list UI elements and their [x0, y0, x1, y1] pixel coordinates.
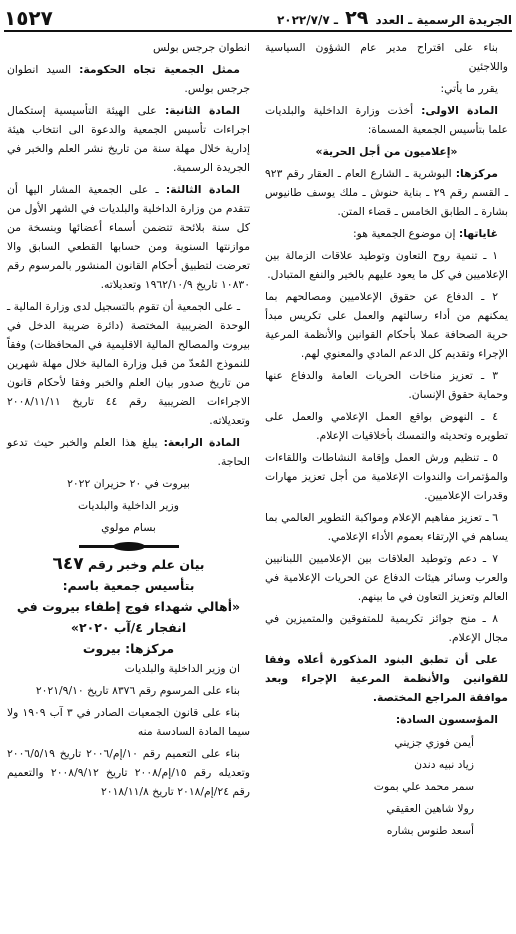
article-3: [7, 180, 250, 294]
gazette-header-title: [277, 7, 512, 29]
founders-label: المؤسسون السادة:: [395, 713, 498, 726]
representative-label: ممثل الجمعية تجاه الحكومة:: [79, 63, 240, 76]
left-column: [7, 38, 250, 804]
paragraph-decides: يقرر ما يأتي:: [440, 82, 498, 95]
goal-item: ٨ ـ منح جوائز تكريمية للمتفوقين والمتميزين في مجال الإعلام.: [265, 612, 508, 644]
goals-heading: [265, 224, 508, 243]
article-4: [7, 433, 250, 471]
headquarters-text: البوشرية ـ الشارع العام ـ العقار رقم ٩٢٣ ـ القسم رقم ٢٩ ـ بناية حنوش ـ ملك يوسف طانيوس بشارة ـ الطابق الخامس ـ قضاء المتن.: [265, 167, 508, 218]
notice-headquarters: مركزها: بيروت: [82, 641, 175, 656]
section-divider: [79, 545, 179, 548]
article-1-text: أخذت وزارة الداخلية والبلديات علما بتأسيس الجمعية المسماة:: [265, 104, 508, 136]
goals-label: غاياتها:: [458, 227, 498, 240]
founder-name: زياد نبيه دندن: [414, 758, 474, 771]
founder-name: أسعد طنوس بشاره: [386, 824, 474, 837]
notice-association-name: «أهالي شهداء فوج إطفاء بيروت في انفجار ٤/آب ٢٠٢٠»: [16, 599, 241, 635]
page-number: ١٥٢٧: [4, 6, 53, 30]
article-3-label: المادة الثالثة:: [165, 183, 240, 196]
government-representative: [7, 60, 250, 98]
paragraph-proposal: بناء على اقتراح مدير عام الشؤون السياسية واللاجئين: [265, 41, 508, 73]
goal-item: ٣ ـ تعزيز مناخات الحريات العامة والدفاع عنها وحماية حقوق الإنسان.: [265, 369, 508, 401]
notice-paragraph: بناء على التعميم رقم ١٠/إم/٢٠٠٦ تاريخ ٢٠٠٦/٥/١٩ وتعديله رقم ١٥/إم/٢٠٠٨ تاريخ ٢٠٠٨/٩/١٢ والتعميم رقم ٢٤/إم/٢٠١٨ تاريخ ٢٠١٨/١١/٨: [7, 747, 250, 798]
article-1: [265, 101, 508, 139]
notice-title-text: بيان علم وخبر رقم: [88, 557, 205, 572]
article-1-label: المادة الاولى:: [421, 104, 498, 117]
issue-date: ـ ٢٠٢٢/٧/٧: [276, 13, 338, 27]
goal-item: ٧ ـ دعم وتوطيد العلاقات بين الإعلاميين اللبنانيين والعرب وسائر هيئات الدفاع عن الحريات الإعلامية في العالم وتعزيز التعاون في ما بينهم.: [265, 552, 508, 603]
gazette-title: الجريدة الرسمية ـ العدد: [375, 13, 512, 27]
goal-item: ٦ ـ تعزيز مفاهيم الإعلام ومواكبة التطوير العالمي بما يساهم في الإرتقاء بعموم الأداء الإعلامي.: [265, 511, 508, 543]
headquarters-label: مركزها:: [455, 167, 498, 180]
goal-item: ١ ـ تنمية روح التعاون وتوطيد علاقات الزمالة بين الإعلاميين في كل ما يعود عليهم بالخير والنفع المتبادل.: [265, 249, 508, 281]
notice-title: [7, 554, 250, 575]
founders-list: [265, 732, 508, 842]
headquarters: [265, 164, 508, 221]
article-4-text: يبلغ هذا العلم والخبر حيث تدعو الحاجة.: [7, 436, 250, 468]
goal-item: ٥ ـ تنظيم ورش العمل وإقامة النشاطات واللقاءات والمؤتمرات والندوات الإعلامية من أجل تعزيز مهارات وقدرات الإعلاميين.: [265, 451, 508, 502]
article-3-text: ـ على الجمعية المشار اليها أن تتقدم من وزارة الداخلية والبلديات في الشهر الأول من كل سنة بلائحة تتضمن أسماء أعضائها وبنسخة من موازنتها السنوية ومن حسابها القطعي السابق والا تعرضت لتطبيق أحكام القانون المنشور بالمرسوم رقم ١٠٨٣٠ تاريخ ١٩٦٢/١٠/٩ وتعديلاته.: [7, 183, 250, 291]
article-3-tax: ـ على الجمعية أن تقوم بالتسجيل لدى وزارة المالية ـ الوحدة الضريبية المختصة (دائرة ضريبة الدخل في بيروت والمصالح المالية الاقليمية في المحافظات) وفقاً للنموذج المُعدّ من قبل وزارة المالية خلال مهلة شهرين من تاريخ صدور بيان العلم والخبر وفقا لأحكام قانون الاجراءات الضريبية رقم ٤٤ تاريخ ٢٠٠٨/١١/١١ وتعديلاته.: [7, 300, 250, 427]
notice-paragraph: بناء على قانون الجمعيات الصادر في ٣ آب ١٩٠٩ ولا سيما المادة السادسة منه: [7, 706, 250, 738]
signature-date: بيروت في ٢٠ حزيران ٢٠٢٢: [67, 477, 190, 490]
notice-paragraph: ان وزير الداخلية والبلديات: [124, 662, 240, 675]
minister-title: وزير الداخلية والبلديات: [78, 499, 179, 512]
founder-name: سمر محمد علي بموت: [373, 780, 474, 793]
conditions-paragraph: على أن تطبق البنود المذكورة أعلاه وفقا للقوانين والأنظمة المرعية الإجراء وبعد موافقة المراجع المختصة.: [265, 653, 508, 704]
notice-subtitle: بتأسيس جمعية باسم:: [62, 578, 195, 593]
notice-number: ٦٤٧: [52, 554, 84, 574]
association-name: «إعلاميون من أجل الحرية»: [315, 145, 458, 158]
issue-number: ٢٩: [345, 7, 369, 29]
representative-name-continued: انطوان جرجس بولس: [153, 41, 250, 54]
founder-name: رولا شاهين العقيقي: [386, 802, 474, 815]
goals-intro: إن موضوع الجمعية هو:: [353, 227, 456, 240]
goal-item: ٤ ـ النهوض بواقع العمل الإعلامي والعمل على تطويره وتحديثه والتمسك بأخلاقيات الإعلام.: [265, 410, 508, 442]
representative-text: السيد انطوان جرجس بولس.: [7, 63, 250, 95]
article-4-label: المادة الرابعة:: [163, 436, 240, 449]
notice-paragraph: بناء على المرسوم رقم ٨٣٧٦ تاريخ ٢٠٢١/٩/١٠: [35, 684, 240, 697]
minister-name: بسام مولوي: [101, 521, 156, 534]
page-header: [4, 6, 512, 32]
founder-name: أيمن فوزي جزيني: [394, 736, 474, 749]
right-column: [265, 38, 508, 842]
article-2-label: المادة الثانية:: [164, 104, 241, 117]
article-2: [7, 101, 250, 177]
goal-item: ٢ ـ الدفاع عن حقوق الإعلاميين ومصالحهم بما يمكنهم من أداء رسالتهم والعمل على تكريس مبدأ حرية الصحافة عملا بأحكام القوانين والأنظمة المرعية الإجراء وتقديم كل الدعم المادي والمعنوي لهم.: [265, 290, 508, 360]
article-2-text: على الهيئة التأسيسية إستكمال اجراءات تأسيس الجمعية والدعوة الى انتخاب هيئة إدارية خلال مهلة سنة من تاريخ نشر العلم والخبر في الجريدة الرسمية.: [7, 104, 250, 174]
